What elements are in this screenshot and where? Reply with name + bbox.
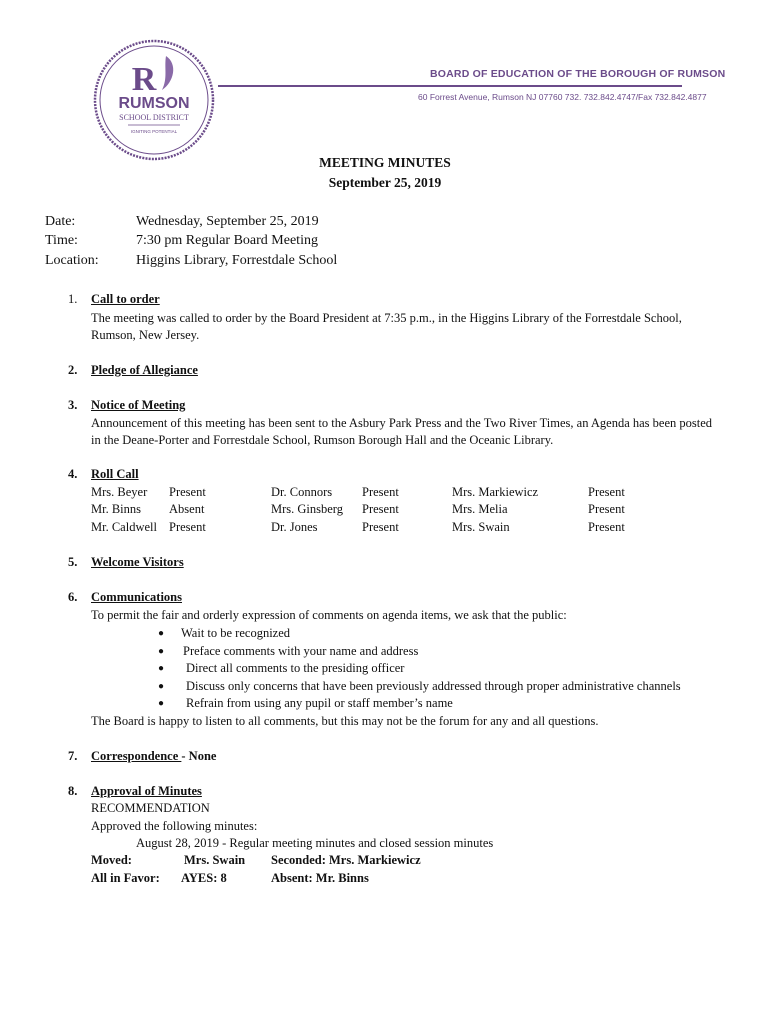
minutes-item: August 28, 2019 - Regular meeting minutes and closed session minutes xyxy=(136,836,494,850)
page-title: MEETING MINUTES xyxy=(319,155,451,170)
section-heading-pledge: Pledge of Allegiance xyxy=(91,363,198,377)
roll-name: Mrs. Melia xyxy=(452,502,508,516)
roll-name: Mrs. Swain xyxy=(452,520,510,534)
roll-status: Present xyxy=(362,485,399,499)
section-heading-communications: Communications xyxy=(91,590,182,604)
bullet-icon: ● xyxy=(158,681,165,692)
board-address: 60 Forrest Avenue, Rumson NJ 07760 732. 732.842.4747/Fax 732.842.4877 xyxy=(418,92,707,102)
moved-value: Mrs. Swain xyxy=(184,853,246,867)
section-number: 1. xyxy=(68,292,78,306)
roll-status: Absent xyxy=(169,502,205,516)
time-label: Time: xyxy=(45,233,78,248)
section-heading-roll-call: Roll Call xyxy=(91,467,139,481)
list-item: Discuss only concerns that have been previously addressed through proper administrative channels xyxy=(186,679,681,693)
section-text: The meeting was called to order by the Board President at 7:35 p.m., in the Higgins Library of the Forrestdale School, xyxy=(91,311,682,325)
roll-status: Present xyxy=(362,520,399,534)
date-label: Date: xyxy=(45,214,76,229)
section-number: 4. xyxy=(68,467,78,481)
section-heading-call-to-order: Call to order xyxy=(91,292,160,306)
header-divider xyxy=(218,85,682,87)
logo-district: SCHOOL DISTRICT xyxy=(119,113,189,122)
list-item: Wait to be recognized xyxy=(181,626,291,640)
section-heading-notice: Notice of Meeting xyxy=(91,398,186,412)
roll-name: Dr. Connors xyxy=(271,485,333,499)
section-text: Rumson, New Jersey. xyxy=(91,328,200,342)
absent-text: Absent: Mr. Binns xyxy=(271,871,369,885)
correspondence-label: Correspondence xyxy=(91,749,182,763)
roll-status: Present xyxy=(362,502,399,516)
bullet-icon: ● xyxy=(158,698,165,709)
roll-status: Present xyxy=(588,520,625,534)
section-number: 6. xyxy=(68,590,78,604)
section-text: Approved the following minutes: xyxy=(91,819,258,833)
page-date: September 25, 2019 xyxy=(328,175,442,190)
section-heading-welcome: Welcome Visitors xyxy=(91,555,184,569)
location-label: Location: xyxy=(45,253,99,268)
section-number: 3. xyxy=(68,398,78,412)
section-number: 5. xyxy=(68,555,78,569)
list-item: Preface comments with your name and address xyxy=(183,644,419,658)
location-value: Higgins Library, Forrestdale School xyxy=(136,253,338,268)
bullet-icon: ● xyxy=(158,646,165,657)
recommendation-label: RECOMMENDATION xyxy=(91,801,210,815)
logo-tagline: IGNITING POTENTIAL xyxy=(130,129,178,134)
roll-status: Present xyxy=(169,520,206,534)
section-text: in the Deane-Porter and Forrestdale School, Rumson Borough Hall and the Oceanic Library. xyxy=(91,433,554,447)
roll-status: Present xyxy=(169,485,206,499)
list-item: Direct all comments to the presiding officer xyxy=(186,661,405,675)
logo-letter: R xyxy=(131,61,157,98)
section-text: Announcement of this meeting has been sent to the Asbury Park Press and the Two River Times, an Agenda has been posted xyxy=(91,416,713,430)
roll-name: Dr. Jones xyxy=(271,520,318,534)
ayes-value: AYES: 8 xyxy=(181,871,227,885)
district-logo xyxy=(92,38,216,162)
section-text: To permit the fair and orderly expression of comments on agenda items, we ask that the public: xyxy=(91,608,567,622)
favor-label: All in Favor: xyxy=(91,871,160,885)
section-text: The Board is happy to listen to all comments, but this may not be the forum for any and all questions. xyxy=(91,714,599,728)
date-value: Wednesday, September 25, 2019 xyxy=(136,214,319,229)
bullet-icon: ● xyxy=(158,628,165,639)
list-item: Refrain from using any pupil or staff member’s name xyxy=(186,696,453,710)
correspondence-value: - None xyxy=(181,749,217,763)
roll-name: Mr. Binns xyxy=(91,502,142,516)
roll-name: Mrs. Beyer xyxy=(91,485,148,499)
roll-status: Present xyxy=(588,485,625,499)
logo-name: RUMSON xyxy=(118,95,190,112)
section-heading-approval: Approval of Minutes xyxy=(91,784,202,798)
moved-label: Moved: xyxy=(91,853,132,867)
roll-name: Mrs. Markiewicz xyxy=(452,485,539,499)
section-number: 7. xyxy=(68,749,78,763)
board-title: BOARD OF EDUCATION OF THE BOROUGH OF RUMSON xyxy=(430,68,726,80)
bullet-icon: ● xyxy=(158,663,165,674)
roll-name: Mr. Caldwell xyxy=(91,520,157,534)
roll-status: Present xyxy=(588,502,625,516)
section-heading-correspondence xyxy=(91,749,216,764)
roll-name: Mrs. Ginsberg xyxy=(271,502,343,516)
section-number: 2. xyxy=(68,363,78,377)
section-number: 8. xyxy=(68,784,78,798)
seconded-text: Seconded: Mrs. Markiewicz xyxy=(271,853,421,867)
time-value: 7:30 pm Regular Board Meeting xyxy=(136,233,318,248)
